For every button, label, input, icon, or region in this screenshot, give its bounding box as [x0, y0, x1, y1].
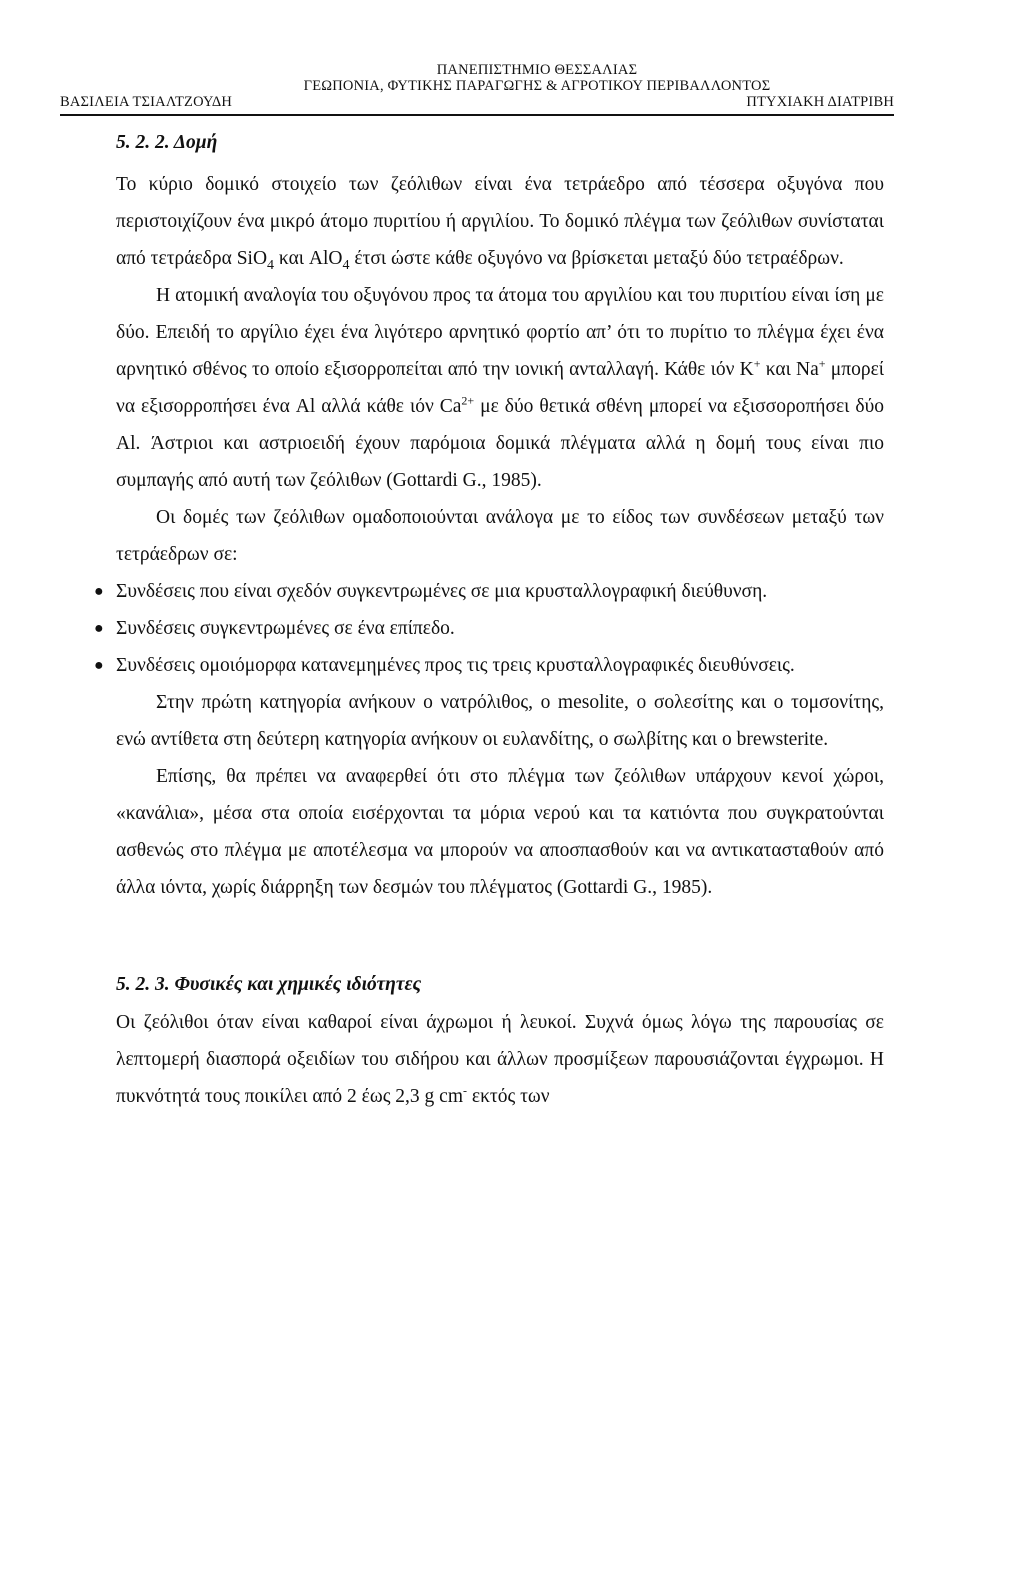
bullet-list — [94, 573, 884, 684]
list-item: ● Συνδέσεις ομοιόμορφα κατανεμημένες προς τις τρεις κρυσταλλογραφικές διευθύνσεις. — [116, 647, 884, 684]
running-header — [60, 62, 894, 110]
university-name: ΠΑΝΕΠΙΣΤΗΜΙΟ ΘΕΣΣΑΛΙΑΣ — [436, 62, 638, 78]
section-title: Φυσικές και χημικές ιδιότητες — [174, 974, 422, 995]
paragraph: Στην πρώτη κατηγορία ανήκουν ο νατρόλιθος, ο mesolite, ο σολεσίτης και ο τομσονίτης, ενώ αντίθετα στη δεύτερη κατηγορία ανήκουν οι ευλανδίτης, ο σωλβίτης και ο brewsterite. — [116, 692, 884, 750]
page-content — [94, 128, 884, 1115]
header-rule — [60, 114, 894, 116]
paragraph: Οι δομές των ζεόλιθων ομαδοποιούνται ανάλογα με το είδος των συνδέσεων μεταξύ των τετράεδρων σε: — [116, 507, 884, 565]
section-title: Δομή — [173, 132, 218, 153]
paragraph: Η ατομική αναλογία του οξυγόνου προς τα άτομα του αργιλίου και του πυριτίου είναι ίση με δύο. Επειδή το αργίλιο έχει ένα λιγότερο αρνητικό φορτίο απ’ ότι το πυρίτιο το πλέγμα έχει ένα αρνητικό σθένος το οποίο εξισορροπείται από την ιονική ανταλλαγή. Κάθε ιόν K+ και Na+ μπορεί να εξισορροπήσει ένα Al αλλά κάθε ιόν $Ca^{2+}$ με δύο θετικά σθένη μπορεί να εξισσοροπήσει δύο Al. Άστριοι και αστριοειδή έχουν παρόμοια δομικά πλέγματα αλλά η δομή τους είναι πιο συμπαγής από αυτή των ζεόλιθων (Gottardi G., 1985). — [116, 285, 884, 491]
list-item: ● Συνδέσεις συγκεντρωμένες σε ένα επίπεδο. — [116, 610, 884, 647]
bullet-icon: ● — [94, 583, 104, 600]
bullet-icon: ● — [94, 657, 104, 674]
department-name: ΓΕΩΠΟΝΙΑ, ΦΥΤΙΚΗΣ ΠΑΡΑΓΩΓΗΣ & ΑΓΡΟΤΙΚΟΥ ΠΕΡΙΒΑΛΛΟΝΤΟΣ — [303, 78, 771, 94]
section-heading-properties — [116, 970, 884, 1000]
paragraph: Οι ζεόλιθοι όταν είναι καθαροί είναι άχρωμοι ή λευκοί. Συχνά όμως λόγω της παρουσίας σε λεπτομερή διασπορά οξειδίων του σιδήρου και άλλων προσμίξεων παρουσιάζονται έγχρωμοι. Η πυκνότητά τους ποικίλει από 2 έως 2,3 g cm- εκτός των — [116, 1012, 884, 1107]
author-name: ΒΑΣΙΛΕΙΑ ΤΣΙΑΛΤΖΟΥΔΗ — [60, 94, 233, 110]
paragraph: Το κύριο δομικό στοιχείο των ζεόλιθων είναι ένα τετράεδρο από τέσσερα οξυγόνα που περιστοιχίζουν ένα μικρό άτομο πυριτίου ή αργιλίου. Το δομικό πλέγμα των ζεόλιθων συνίσταται από τετράεδρα SiO$_4$ και AlO$_4$ έτσι ώστε κάθε οξυγόνο να βρίσκεται μεταξύ δύο τετραέδρων. — [116, 174, 884, 273]
list-item: ● Συνδέσεις που είναι σχεδόν συγκεντρωμένες σε μια κρυσταλλογραφική διεύθυνση. — [116, 573, 884, 610]
paragraph: Επίσης, θα πρέπει να αναφερθεί ότι στο πλέγμα των ζεόλιθων υπάρχουν κενοί χώροι, «κανάλια», μέσα στα οποία εισέρχονται τα μόρια νερού και τα κατιόντα που συγκρατούνται ασθενώς στο πλέγμα με αποτέλεσμα να μπορούν να αποσπασθούν και να αντικατασταθούν από άλλα ιόντα, χωρίς διάρρηξη των δεσμών του πλέγματος (Gottardi G., 1985). — [116, 766, 884, 898]
document-type: ΠΤΥΧΙΑΚΗ ΔΙΑΤΡΙΒΗ — [746, 94, 894, 110]
section-heading-structure — [116, 128, 884, 158]
section-number: 5. 2. 2. — [116, 132, 170, 153]
bullet-icon: ● — [94, 620, 104, 637]
header-meta-row — [60, 94, 894, 110]
section-number: 5. 2. 3. — [116, 974, 170, 995]
